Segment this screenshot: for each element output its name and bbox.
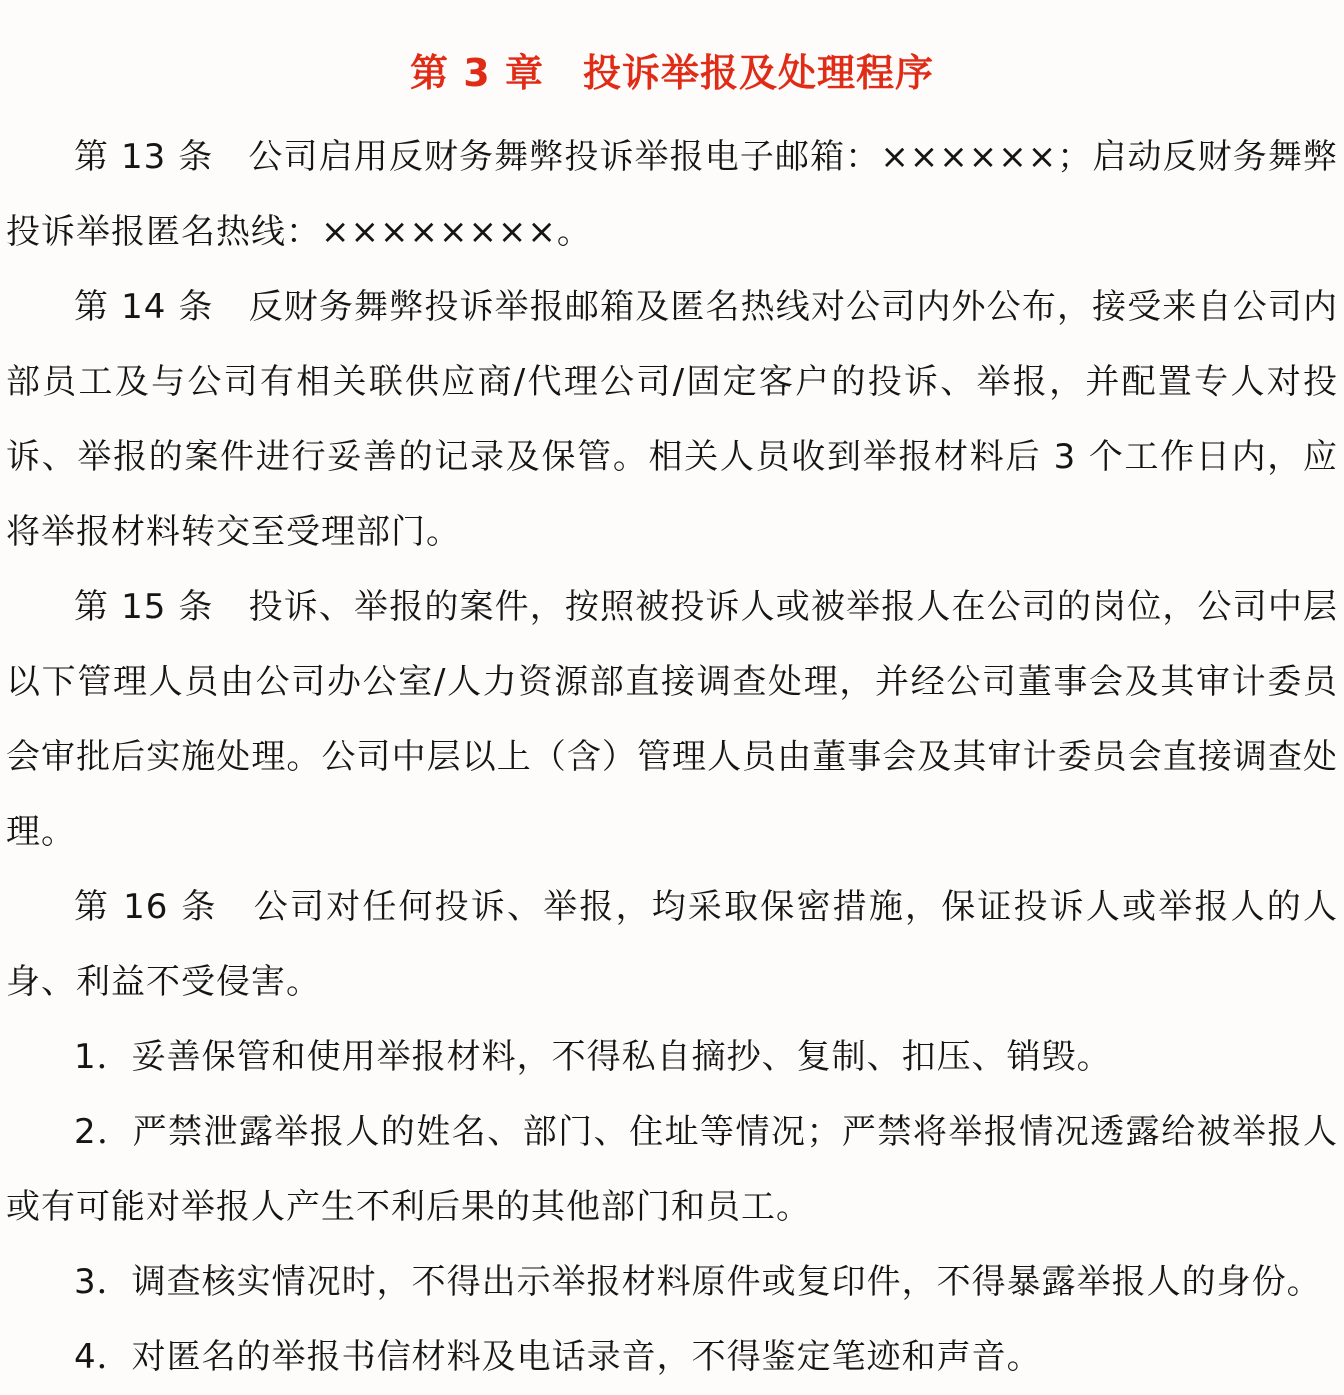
paragraph-article-15: 第 15 条 投诉、举报的案件，按照被投诉人或被举报人在公司的岗位，公司中层以下管理人员由公司办公室/人力资源部直接调查处理，并经公司董事会及其审计委员会审批后实施处理。公司中层以上（含）管理人员由董事会及其审计委员会直接调查处理。 — [6, 587, 1338, 852]
chapter-title: 第 3 章 投诉举报及处理程序 — [410, 51, 934, 95]
paragraph-item-4: 4．对匿名的举报书信材料及电话录音，不得鉴定笔迹和声音。 — [74, 1337, 1042, 1377]
paragraph-item-2: 2．严禁泄露举报人的姓名、部门、住址等情况；严禁将举报情况透露给被举报人或有可能对举报人产生不利后果的其他部门和员工。 — [6, 1112, 1338, 1227]
paragraph-article-13: 第 13 条 公司启用反财务舞弊投诉举报电子邮箱：××××××；启动反财务舞弊投诉举报匿名热线：××××××××。 — [6, 137, 1338, 252]
paragraph-item-3: 3．调查核实情况时，不得出示举报材料原件或复印件，不得暴露举报人的身份。 — [74, 1262, 1322, 1302]
paragraph-article-16: 第 16 条 公司对任何投诉、举报，均采取保密措施，保证投诉人或举报人的人身、利益不受侵害。 — [6, 887, 1338, 1002]
paragraph-item-1: 1．妥善保管和使用举报材料，不得私自摘抄、复制、扣压、销毁。 — [74, 1037, 1112, 1077]
paragraph-article-14: 第 14 条 反财务舞弊投诉举报邮箱及匿名热线对公司内外公布，接受来自公司内部员工及与公司有相关联供应商/代理公司/固定客户的投诉、举报，并配置专人对投诉、举报的案件进行妥善的记录及保管。相关人员收到举报材料后 3 个工作日内，应将举报材料转交至受理部门。 — [6, 287, 1338, 552]
